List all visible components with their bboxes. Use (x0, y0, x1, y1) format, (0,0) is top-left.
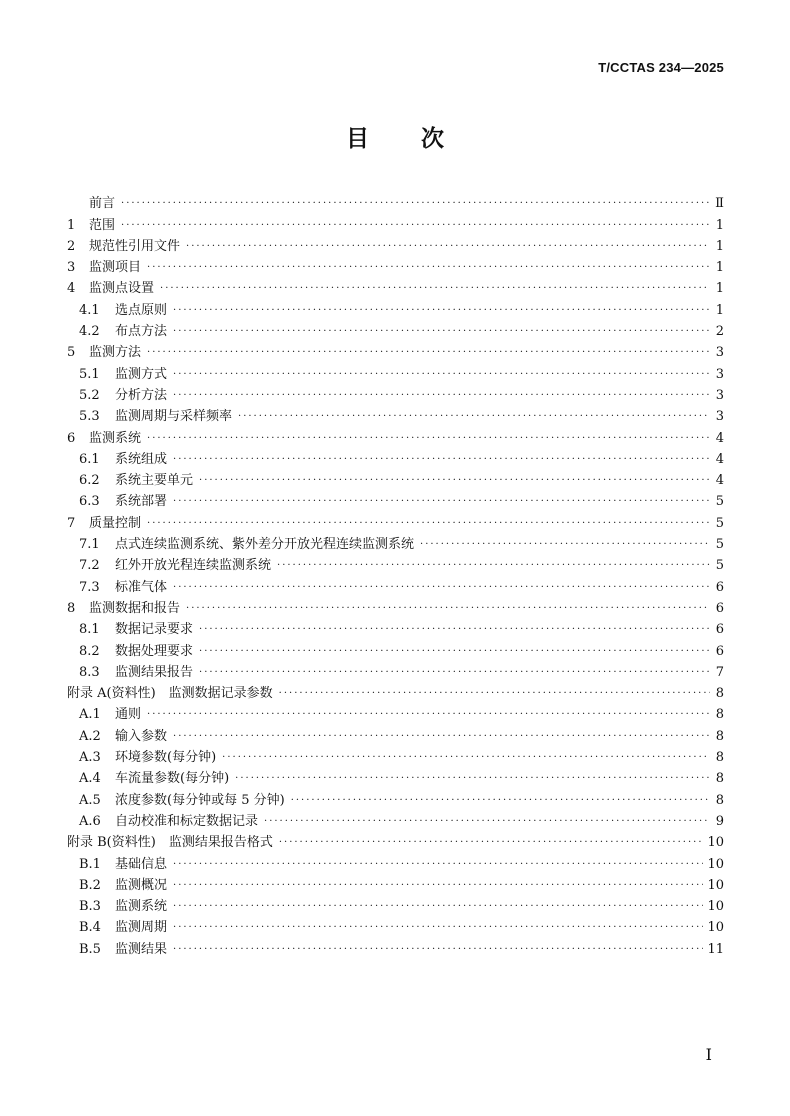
toc-leader-dots (173, 323, 710, 341)
toc-entry-page: 2 (715, 324, 724, 340)
toc-leader-dots (147, 706, 710, 724)
toc-entry[interactable] (67, 895, 724, 916)
toc-entry-number: 7.3 (79, 579, 100, 595)
toc-entry-title (67, 834, 273, 852)
toc-entry-page: 3 (715, 387, 724, 403)
toc-entry-label: 标准气体 (115, 579, 168, 595)
toc-entry[interactable] (67, 448, 724, 469)
toc-leader-dots (173, 898, 703, 916)
toc-leader-dots (173, 919, 703, 937)
toc-entry-number: B.5 (79, 941, 101, 957)
toc-entry[interactable] (67, 235, 724, 256)
toc-leader-dots (173, 579, 710, 597)
page-title-char: 目 (346, 126, 369, 152)
toc-leader-dots (199, 643, 710, 661)
toc-entry-title (79, 856, 167, 874)
toc-entry[interactable] (67, 767, 724, 788)
toc-leader-dots (235, 770, 710, 788)
toc-entry-label: 数据记录要求 (115, 622, 194, 638)
toc-entry[interactable] (67, 554, 724, 575)
toc-entry-number: 8.1 (79, 622, 100, 638)
toc-entry-number: A.3 (79, 750, 101, 766)
toc-entry[interactable] (67, 490, 724, 511)
toc-entry-number: A.4 (79, 771, 101, 787)
toc-entry-number: A.5 (79, 792, 101, 808)
toc-entry-label: 范围 (89, 217, 116, 233)
toc-leader-dots (147, 430, 710, 448)
toc-entry-page: 4 (715, 473, 724, 489)
toc-entry-page: 8 (715, 728, 724, 744)
toc-entry-page: 6 (715, 643, 724, 659)
toc-entry-page: 8 (715, 750, 724, 766)
toc-entry-number: A.1 (79, 707, 101, 723)
toc-entry[interactable] (67, 277, 724, 298)
toc-leader-dots (173, 728, 710, 746)
toc-entry-label: 监测方式 (115, 366, 168, 382)
toc-entry-number: 6.2 (79, 473, 100, 489)
toc-entry-page: 1 (715, 217, 724, 233)
toc-entry-number: 8.3 (79, 664, 100, 680)
toc-entry[interactable] (67, 618, 724, 639)
table-of-contents (67, 192, 724, 959)
toc-entry-title (79, 323, 167, 341)
toc-entry-title (79, 898, 167, 916)
toc-entry-title (79, 493, 167, 511)
toc-entry-page: 11 (707, 941, 724, 957)
toc-entry[interactable] (67, 852, 724, 873)
toc-entry-title (79, 621, 193, 639)
toc-entry-title (67, 259, 141, 277)
toc-entry-label: 监测概况 (115, 877, 168, 893)
toc-entry-page: 8 (715, 792, 724, 808)
toc-entry[interactable] (67, 661, 724, 682)
toc-entry[interactable] (67, 511, 724, 532)
toc-entry-page: 6 (715, 579, 724, 595)
toc-entry-title (67, 430, 141, 448)
toc-entry-label: 质量控制 (89, 515, 142, 531)
toc-entry-title (67, 600, 180, 618)
toc-entry-number: B.3 (79, 899, 101, 915)
toc-leader-dots (147, 259, 710, 277)
toc-entry-label: 红外开放光程连续监测系统 (115, 558, 272, 574)
toc-entry-title (79, 451, 167, 469)
toc-leader-dots (121, 195, 710, 213)
toc-entry-title (79, 302, 167, 320)
toc-entry-label: 系统组成 (115, 451, 168, 467)
toc-entry-number: B.1 (79, 856, 101, 872)
toc-entry-page: 4 (715, 451, 724, 467)
document-code: T/CCTAS 234—2025 (598, 60, 724, 75)
toc-entry-page: 1 (715, 260, 724, 276)
toc-entry-number: 8.2 (79, 643, 100, 659)
toc-entry-number: 7 (67, 515, 76, 531)
toc-entry[interactable] (67, 831, 724, 852)
toc-entry-title (79, 706, 141, 724)
toc-entry-number: A.2 (79, 728, 101, 744)
toc-entry-title (79, 919, 167, 937)
toc-entry[interactable] (67, 810, 724, 831)
toc-entry-number: 5.1 (79, 366, 100, 382)
toc-entry-page: 9 (715, 813, 724, 829)
toc-entry-title (79, 664, 193, 682)
toc-entry[interactable] (67, 192, 724, 213)
toc-leader-dots (147, 515, 710, 533)
toc-leader-dots (279, 834, 704, 852)
toc-entry-title (79, 813, 258, 831)
toc-entry-label: 数据处理要求 (115, 643, 194, 659)
toc-entry[interactable] (67, 874, 724, 895)
toc-leader-dots (173, 387, 710, 405)
toc-entry-page: 3 (715, 366, 724, 382)
toc-entry-page: 8 (715, 771, 724, 787)
toc-entry-page: 4 (715, 430, 724, 446)
toc-entry[interactable] (67, 788, 724, 809)
toc-entry[interactable] (67, 320, 724, 341)
toc-entry-title (79, 472, 193, 490)
toc-entry[interactable] (67, 597, 724, 618)
toc-entry-number: 4.1 (79, 302, 100, 318)
toc-entry-label: 布点方法 (115, 324, 168, 340)
toc-entry-title (67, 344, 141, 362)
toc-entry-label: 系统主要单元 (115, 473, 194, 489)
toc-entry[interactable] (67, 256, 724, 277)
toc-entry-number: 3 (67, 260, 76, 276)
toc-entry-page: 5 (715, 558, 724, 574)
toc-entry[interactable] (67, 213, 724, 234)
toc-entry-page: 10 (707, 877, 724, 893)
toc-leader-dots (160, 280, 710, 298)
toc-entry-page: 3 (715, 409, 724, 425)
toc-entry-number: 1 (67, 217, 76, 233)
toc-leader-dots (199, 621, 710, 639)
toc-entry-title (67, 195, 115, 213)
toc-entry[interactable] (67, 405, 724, 426)
toc-entry-title (79, 579, 167, 597)
toc-entry-label: 输入参数 (115, 728, 168, 744)
toc-entry-label: 车流量参数(每分钟) (115, 771, 230, 787)
toc-entry-number: 8 (67, 600, 76, 616)
toc-entry[interactable] (67, 384, 724, 405)
toc-leader-dots (186, 600, 710, 618)
toc-entry-number: 2 (67, 238, 76, 254)
toc-entry-page: 10 (707, 835, 724, 851)
toc-entry-number: 6.1 (79, 451, 100, 467)
toc-entry-label: 监测点设置 (89, 281, 155, 297)
toc-entry-title (79, 941, 167, 959)
toc-entry[interactable] (67, 724, 724, 745)
toc-entry[interactable] (67, 298, 724, 319)
toc-entry[interactable] (67, 746, 724, 767)
toc-entry-page: 10 (707, 856, 724, 872)
toc-leader-dots (199, 472, 710, 490)
toc-entry[interactable] (67, 937, 724, 958)
toc-entry-label: 监测方法 (89, 345, 142, 361)
toc-entry-title (79, 877, 167, 895)
toc-entry[interactable] (67, 362, 724, 383)
toc-entry-label: 分析方法 (115, 387, 168, 403)
toc-entry-title (67, 515, 141, 533)
toc-entry-title (67, 280, 154, 298)
toc-entry-number: 5.3 (79, 409, 100, 425)
toc-entry-label: 点式连续监测系统、紫外差分开放光程连续监测系统 (115, 537, 415, 553)
toc-leader-dots (420, 536, 710, 554)
toc-leader-dots (277, 557, 710, 575)
toc-leader-dots (173, 941, 703, 959)
toc-entry-page: 6 (715, 622, 724, 638)
toc-leader-dots (173, 302, 710, 320)
toc-entry-title (79, 770, 229, 788)
toc-leader-dots (199, 664, 710, 682)
toc-entry-label: 监测结果 (115, 941, 168, 957)
toc-entry[interactable] (67, 426, 724, 447)
toc-entry-page: 8 (715, 707, 724, 723)
toc-entry-title (67, 238, 180, 256)
toc-entry-label: 自动校准和标定数据记录 (115, 813, 259, 829)
toc-entry-page: 5 (715, 537, 724, 553)
toc-entry-page: 8 (715, 686, 724, 702)
toc-leader-dots (173, 856, 703, 874)
toc-entry-label: 监测系统 (89, 430, 142, 446)
toc-entry-title (79, 643, 193, 661)
toc-entry-number: A.6 (79, 813, 101, 829)
toc-entry-label: 监测结果报告 (115, 664, 194, 680)
toc-entry-number: 5 (67, 345, 76, 361)
toc-entry[interactable] (67, 533, 724, 554)
toc-entry-label: 通则 (115, 707, 142, 723)
toc-entry-page: 5 (715, 494, 724, 510)
toc-entry[interactable] (67, 682, 724, 703)
toc-leader-dots (238, 408, 710, 426)
toc-entry-number: 5.2 (79, 387, 100, 403)
toc-leader-dots (173, 451, 710, 469)
page-title-char: 次 (421, 126, 444, 152)
toc-entry-number: B.4 (79, 920, 101, 936)
toc-entry-title (79, 366, 167, 384)
toc-entry[interactable] (67, 469, 724, 490)
toc-entry[interactable] (67, 341, 724, 362)
toc-entry-title (67, 217, 115, 235)
toc-entry-title (79, 749, 216, 767)
toc-entry-title (67, 685, 273, 703)
toc-leader-dots (291, 792, 710, 810)
toc-entry[interactable] (67, 916, 724, 937)
toc-entry-label: 监测项目 (89, 260, 142, 276)
toc-leader-dots (173, 493, 710, 511)
toc-entry[interactable] (67, 639, 724, 660)
toc-entry-label: 前言 (89, 196, 116, 212)
toc-entry-label: 附录 B(资料性) 监测结果报告格式 (67, 835, 273, 851)
toc-entry-number: 7.1 (79, 537, 100, 553)
toc-entry-number: 7.2 (79, 558, 100, 574)
toc-entry-number: 4 (67, 281, 76, 297)
toc-entry-label: 环境参数(每分钟) (115, 750, 217, 766)
toc-entry-label: 监测周期与采样频率 (115, 409, 233, 425)
toc-entry-number: B.2 (79, 877, 101, 893)
toc-leader-dots (173, 877, 703, 895)
toc-leader-dots (121, 217, 710, 235)
toc-entry-page: 10 (707, 920, 724, 936)
toc-entry-label: 选点原则 (115, 302, 168, 318)
toc-entry-number: 4.2 (79, 324, 100, 340)
toc-leader-dots (222, 749, 710, 767)
toc-entry-page: 7 (715, 664, 724, 680)
toc-entry[interactable] (67, 575, 724, 596)
toc-leader-dots (264, 813, 710, 831)
toc-entry-title (79, 557, 271, 575)
page-number: I (705, 1045, 712, 1064)
toc-entry-page: 1 (715, 302, 724, 318)
toc-entry-page: 5 (715, 515, 724, 531)
toc-entry-page: 3 (715, 345, 724, 361)
toc-entry-page: 6 (715, 600, 724, 616)
toc-entry-label: 监测系统 (115, 899, 168, 915)
toc-entry-page: 1 (715, 281, 724, 297)
toc-entry-label: 监测周期 (115, 920, 168, 936)
toc-entry-title (79, 387, 167, 405)
toc-leader-dots (173, 366, 710, 384)
toc-leader-dots (147, 344, 710, 362)
toc-entry-label: 系统部署 (115, 494, 168, 510)
toc-leader-dots (279, 685, 710, 703)
toc-entry-title (79, 728, 167, 746)
toc-entry-label: 监测数据和报告 (89, 600, 181, 616)
toc-leader-dots (186, 238, 710, 256)
toc-entry-number: 6 (67, 430, 76, 446)
toc-entry-label: 附录 A(资料性) 监测数据记录参数 (67, 686, 273, 702)
toc-entry[interactable] (67, 703, 724, 724)
toc-entry-title (79, 792, 285, 810)
toc-entry-label: 基础信息 (115, 856, 168, 872)
toc-entry-page: Ⅱ (715, 196, 724, 212)
toc-entry-title (79, 408, 232, 426)
toc-entry-label: 规范性引用文件 (89, 238, 181, 254)
toc-entry-page: 10 (707, 899, 724, 915)
toc-entry-number: 6.3 (79, 494, 100, 510)
toc-entry-page: 1 (715, 238, 724, 254)
toc-entry-label: 浓度参数(每分钟或每 5 分钟) (115, 792, 285, 808)
toc-entry-title (79, 536, 414, 554)
page-title (0, 120, 790, 153)
